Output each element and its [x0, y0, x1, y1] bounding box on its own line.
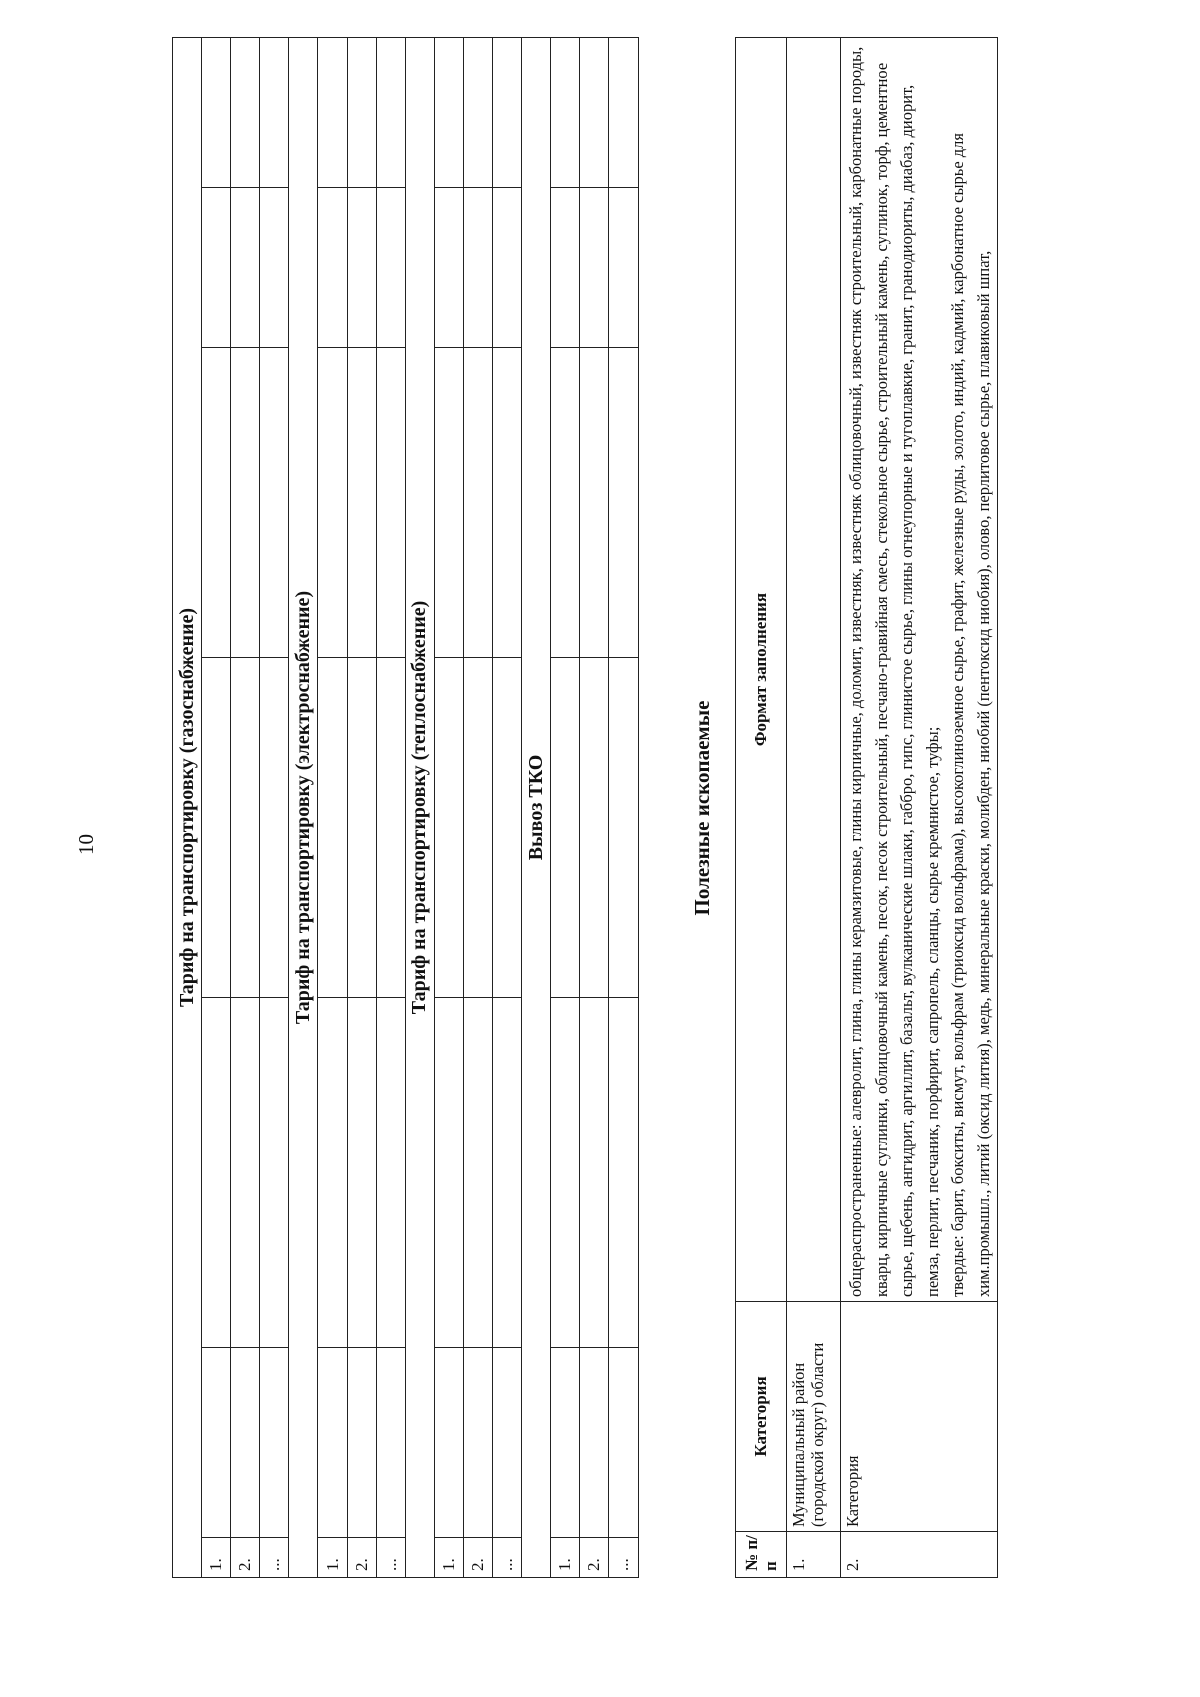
row-number: 2. — [841, 1532, 998, 1578]
table-cell — [202, 348, 231, 658]
table-cell — [551, 188, 580, 348]
tariff-section-title: Вывоз ТКО — [522, 37, 551, 1577]
tariff-section-header — [173, 37, 202, 1577]
table-cell — [231, 348, 260, 658]
table-cell — [347, 37, 376, 187]
table-cell — [202, 37, 231, 187]
table-row — [787, 38, 841, 1578]
table-cell — [609, 998, 638, 1348]
table-cell — [493, 998, 522, 1348]
table-cell — [434, 1348, 463, 1538]
table-cell — [260, 188, 289, 348]
table-cell — [609, 188, 638, 348]
minerals-header-row — [736, 38, 787, 1578]
header-number: № п/п — [736, 1532, 787, 1578]
page-number: 10 — [74, 834, 98, 855]
table-cell — [376, 658, 405, 998]
row-number: ... — [493, 1538, 522, 1578]
row-number: 2. — [347, 1538, 376, 1578]
table-cell — [318, 188, 347, 348]
table-cell — [231, 37, 260, 187]
table-cell — [493, 37, 522, 187]
table-cell — [551, 998, 580, 1348]
table-cell — [376, 188, 405, 348]
table-cell — [347, 1348, 376, 1538]
table-row — [231, 37, 260, 1577]
table-cell — [434, 998, 463, 1348]
table-cell — [347, 348, 376, 658]
table-cell — [493, 1348, 522, 1538]
table-cell — [231, 658, 260, 998]
table-cell — [493, 348, 522, 658]
table-cell — [376, 348, 405, 658]
table-cell — [580, 998, 609, 1348]
table-row — [551, 37, 580, 1577]
table-row — [434, 37, 463, 1577]
table-row — [841, 38, 998, 1578]
row-number: ... — [609, 1538, 638, 1578]
table-cell — [609, 37, 638, 187]
table-row — [609, 37, 638, 1577]
table-cell — [347, 998, 376, 1348]
table-row — [202, 37, 231, 1577]
table-cell — [260, 348, 289, 658]
row-number: 1. — [202, 1538, 231, 1578]
table-cell — [202, 998, 231, 1348]
row-number: 2. — [580, 1538, 609, 1578]
table-row — [463, 37, 492, 1577]
minerals-table — [735, 37, 998, 1578]
table-cell — [376, 1348, 405, 1538]
row-number: 1. — [318, 1538, 347, 1578]
table-cell — [202, 188, 231, 348]
row-number: 1. — [787, 1532, 841, 1578]
table-cell — [580, 348, 609, 658]
table-cell — [580, 1348, 609, 1538]
table-cell — [463, 1348, 492, 1538]
tariff-table — [172, 37, 639, 1578]
row-number: ... — [260, 1538, 289, 1578]
table-cell — [318, 1348, 347, 1538]
minerals-section-title: Полезные ископаемые — [690, 700, 714, 916]
table-cell — [463, 998, 492, 1348]
table-cell — [551, 658, 580, 998]
row-number: 1. — [434, 1538, 463, 1578]
tariff-section-title: Тариф на транспортировку (электроснабжение) — [289, 37, 318, 1577]
table-cell — [260, 1348, 289, 1538]
table-cell — [318, 348, 347, 658]
row-category: Категория — [841, 1302, 998, 1532]
table-cell — [318, 37, 347, 187]
table-row — [260, 37, 289, 1577]
row-number: 1. — [551, 1538, 580, 1578]
table-cell — [463, 658, 492, 998]
table-cell — [347, 188, 376, 348]
row-format — [787, 38, 841, 1302]
table-row — [376, 37, 405, 1577]
table-cell — [231, 1348, 260, 1538]
table-cell — [609, 348, 638, 658]
table-cell — [609, 1348, 638, 1538]
table-cell — [202, 658, 231, 998]
table-cell — [260, 658, 289, 998]
row-number: 2. — [231, 1538, 260, 1578]
table-cell — [231, 998, 260, 1348]
table-cell — [463, 188, 492, 348]
table-cell — [434, 37, 463, 187]
table-cell — [202, 1348, 231, 1538]
tariff-section-header — [405, 37, 434, 1577]
row-category: Муниципальный район (городской округ) области — [787, 1302, 841, 1532]
table-cell — [434, 658, 463, 998]
table-cell — [231, 188, 260, 348]
table-cell — [580, 188, 609, 348]
table-cell — [580, 37, 609, 187]
tariff-section-header — [522, 37, 551, 1577]
table-cell — [609, 658, 638, 998]
format-common-minerals: общераспространенные: алевролит, глина, глины керамзитовые, глины кирпичные, доломит, известняк, известняк облицовочный, известняк строительный, карбонатные породы, кварц, кирпичные суглинки, облицовочный камень, песок, песок строительный, песчано-гравийная смесь, стекольное сырье, строительный камень, суглинок, торф, цементное сырье, щебень, ангидрит, аргиллит, базальт, вулканические шлаки, габбро, гипс, глинистое сырье, глины огнеупорные и тугоплавкие, гранит, гранодиориты, диабаз, диорит, пемза, перлит, песчаник, порфирит, сапропель, сланцы, сырье кремнистое, туфы; — [846, 46, 942, 1297]
table-cell — [551, 1348, 580, 1538]
table-row — [347, 37, 376, 1577]
table-cell — [376, 998, 405, 1348]
header-format: Формат заполнения — [736, 38, 787, 1302]
tariff-section-header — [289, 37, 318, 1577]
table-cell — [347, 658, 376, 998]
table-cell — [318, 998, 347, 1348]
row-number: 2. — [463, 1538, 492, 1578]
table-cell — [434, 348, 463, 658]
table-cell — [463, 348, 492, 658]
tariff-section-title: Тариф на транспортировку (теплоснабжение) — [405, 37, 434, 1577]
table-cell — [260, 998, 289, 1348]
table-cell — [318, 658, 347, 998]
tariff-section-title: Тариф на транспортировку (газоснабжение) — [173, 37, 202, 1577]
table-row — [493, 37, 522, 1577]
format-solid-minerals: твердые: барит, бокситы, висмут, вольфрам (триоксид вольфрама), высокоглиноземное сырье, графит, железные руды, золото, индий, кадмий, карбонатное сырье для хим.промышл., литий (оксид лития), медь, минеральные краски, молибден, ниобий (пентоксид ниобия), олово, перлитовое сырье, плавиковый шпат, — [948, 133, 993, 1297]
table-cell — [493, 658, 522, 998]
table-cell — [463, 37, 492, 187]
table-cell — [260, 37, 289, 187]
row-format — [841, 38, 998, 1302]
table-cell — [493, 188, 522, 348]
row-number: ... — [376, 1538, 405, 1578]
table-cell — [580, 658, 609, 998]
table-cell — [551, 37, 580, 187]
table-cell — [551, 348, 580, 658]
table-row — [580, 37, 609, 1577]
table-cell — [376, 37, 405, 187]
header-category: Категория — [736, 1302, 787, 1532]
table-row — [318, 37, 347, 1577]
table-cell — [434, 188, 463, 348]
